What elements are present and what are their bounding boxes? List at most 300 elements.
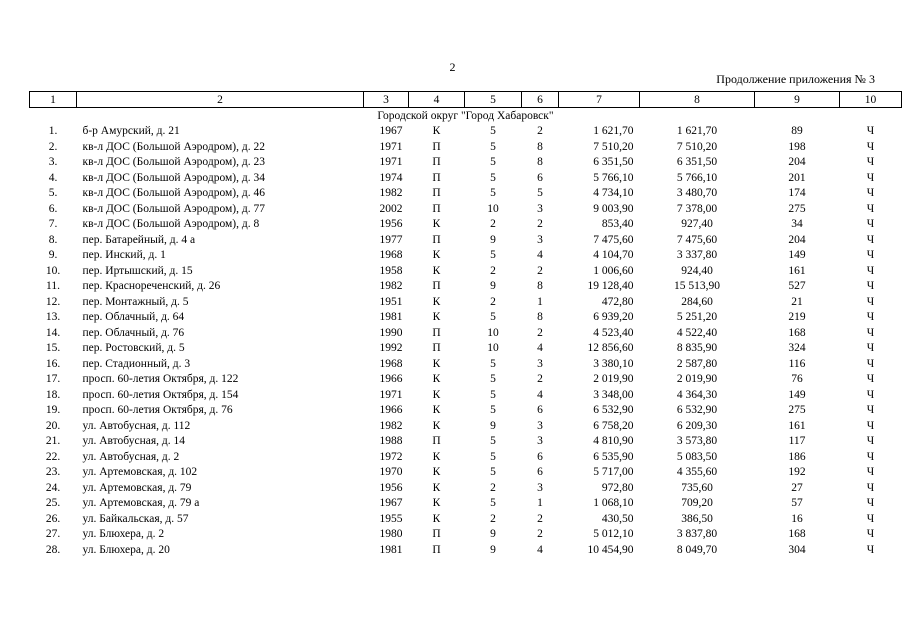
cell-status: Ч <box>866 295 875 308</box>
cell-status: Ч <box>866 543 875 556</box>
cell-address: пер. Иртышский, д. 15 <box>82 264 193 277</box>
cell-address: ул. Автобусная, д. 14 <box>82 435 185 448</box>
table-row <box>30 496 902 512</box>
cell-total-area: 6 939,20 <box>593 311 634 324</box>
cell-residents: 201 <box>788 171 806 184</box>
cell-living-area: 5 766,10 <box>676 171 718 184</box>
cell-row-number: 13. <box>45 311 61 324</box>
cell-total-area: 4 104,70 <box>593 249 634 262</box>
cell-total-area: 472,80 <box>601 295 634 308</box>
cell-address: пер. Монтажный, д. 5 <box>82 295 189 308</box>
cell-wall-material: П <box>432 280 441 293</box>
cell-wall-material: П <box>432 171 441 184</box>
cell-row-number: 7. <box>48 218 58 231</box>
cell-entrances: 4 <box>537 543 543 556</box>
cell-total-area: 972,80 <box>601 481 634 494</box>
cell-floors: 10 <box>487 342 499 355</box>
cell-status: Ч <box>866 450 875 463</box>
page-number: 2 <box>449 60 456 74</box>
table-row <box>30 419 902 435</box>
cell-total-area: 19 128,40 <box>587 280 634 293</box>
cell-wall-material: К <box>432 388 441 401</box>
cell-floors: 2 <box>490 481 496 494</box>
cell-residents: 16 <box>791 512 803 525</box>
cell-wall-material: К <box>432 264 441 277</box>
cell-year-built: 1958 <box>379 264 403 277</box>
cell-living-area: 6 532,90 <box>676 404 718 417</box>
cell-wall-material: П <box>432 187 441 200</box>
cell-status: Ч <box>866 264 875 277</box>
cell-total-area: 10 454,90 <box>587 543 634 556</box>
cell-status: Ч <box>866 326 875 339</box>
cell-status: Ч <box>866 435 875 448</box>
cell-row-number: 28. <box>45 543 61 556</box>
cell-living-area: 2 587,80 <box>676 357 718 370</box>
cell-total-area: 7 475,60 <box>593 233 634 246</box>
cell-entrances: 8 <box>537 280 543 293</box>
cell-address: кв-л ДОС (Большой Аэродром), д. 46 <box>82 187 265 200</box>
cell-entrances: 6 <box>537 404 543 417</box>
cell-floors: 5 <box>490 187 496 200</box>
table-header-row <box>30 92 902 108</box>
cell-total-area: 6 535,90 <box>593 450 634 463</box>
section-title: Городской округ "Город Хабаровск" <box>377 109 554 122</box>
column-header-6: 6 <box>522 92 559 108</box>
cell-total-area: 4 523,40 <box>593 326 634 339</box>
cell-address: просп. 60-летия Октября, д. 154 <box>82 388 239 401</box>
cell-address: пер. Облачный, д. 64 <box>82 311 185 324</box>
cell-living-area: 709,20 <box>681 497 713 510</box>
cell-status: Ч <box>866 404 875 417</box>
cell-year-built: 1980 <box>379 528 403 541</box>
cell-year-built: 1956 <box>379 481 403 494</box>
cell-total-area: 6 758,20 <box>593 419 634 432</box>
cell-row-number: 12. <box>45 295 61 308</box>
cell-row-number: 3. <box>48 156 58 169</box>
cell-floors: 9 <box>490 543 496 556</box>
table-row <box>30 124 902 140</box>
cell-living-area: 15 513,90 <box>674 280 720 293</box>
cell-residents: 57 <box>791 497 803 510</box>
table-row <box>30 357 902 373</box>
cell-address: ул. Байкальская, д. 57 <box>82 512 189 525</box>
cell-wall-material: П <box>432 543 441 556</box>
cell-total-area: 7 510,20 <box>593 140 634 153</box>
cell-wall-material: К <box>432 218 441 231</box>
cell-status: Ч <box>866 249 875 262</box>
cell-row-number: 24. <box>45 481 61 494</box>
column-header-1: 1 <box>30 92 77 108</box>
cell-residents: 204 <box>788 233 806 246</box>
cell-entrances: 2 <box>537 125 543 138</box>
cell-floors: 5 <box>490 388 496 401</box>
cell-status: Ч <box>866 342 875 355</box>
table-row <box>30 155 902 171</box>
cell-residents: 324 <box>788 342 806 355</box>
housing-table <box>29 91 902 558</box>
cell-residents: 168 <box>788 326 806 339</box>
table-row <box>30 248 902 264</box>
cell-year-built: 1968 <box>379 357 403 370</box>
cell-address: кв-л ДОС (Большой Аэродром), д. 23 <box>82 156 265 169</box>
cell-living-area: 3 573,80 <box>676 435 718 448</box>
cell-living-area: 6 209,30 <box>676 419 718 432</box>
cell-floors: 5 <box>490 125 496 138</box>
cell-row-number: 21. <box>45 435 61 448</box>
cell-wall-material: К <box>432 249 441 262</box>
cell-entrances: 2 <box>537 512 543 525</box>
cell-status: Ч <box>866 311 875 324</box>
cell-total-area: 1 068,10 <box>593 497 634 510</box>
cell-year-built: 1972 <box>379 450 403 463</box>
cell-address: ул. Автобусная, д. 112 <box>82 419 191 432</box>
cell-floors: 5 <box>490 497 496 510</box>
cell-row-number: 5. <box>48 187 58 200</box>
cell-address: просп. 60-летия Октября, д. 76 <box>82 404 233 417</box>
cell-entrances: 3 <box>537 419 543 432</box>
cell-status: Ч <box>866 388 875 401</box>
cell-total-area: 12 856,60 <box>587 342 634 355</box>
cell-living-area: 7 475,60 <box>676 233 718 246</box>
column-header-2: 2 <box>77 92 364 108</box>
table-row <box>30 512 902 528</box>
cell-entrances: 3 <box>537 481 543 494</box>
cell-floors: 5 <box>490 466 496 479</box>
table-row <box>30 295 902 311</box>
cell-year-built: 1988 <box>379 435 403 448</box>
cell-year-built: 1966 <box>379 373 403 386</box>
cell-address: пер. Инский, д. 1 <box>82 249 166 262</box>
cell-entrances: 2 <box>537 264 543 277</box>
cell-status: Ч <box>866 156 875 169</box>
cell-living-area: 924,40 <box>681 264 713 277</box>
table-row <box>30 202 902 218</box>
cell-year-built: 1968 <box>379 249 403 262</box>
cell-address: б-р Амурский, д. 21 <box>82 125 180 138</box>
cell-total-area: 9 003,90 <box>593 202 634 215</box>
cell-residents: 149 <box>788 249 806 262</box>
cell-floors: 5 <box>490 450 496 463</box>
column-header-5: 5 <box>465 92 522 108</box>
cell-wall-material: К <box>432 404 441 417</box>
cell-living-area: 284,60 <box>681 295 713 308</box>
cell-living-area: 3 480,70 <box>676 187 718 200</box>
cell-living-area: 4 364,30 <box>676 388 718 401</box>
cell-wall-material: К <box>432 481 441 494</box>
cell-total-area: 4 810,90 <box>593 435 634 448</box>
column-header-10: 10 <box>840 92 902 108</box>
cell-entrances: 4 <box>537 388 543 401</box>
table-row <box>30 403 902 419</box>
cell-address: ул. Блюхера, д. 20 <box>82 543 170 556</box>
cell-floors: 10 <box>487 202 499 215</box>
cell-wall-material: П <box>432 326 441 339</box>
cell-entrances: 8 <box>537 311 543 324</box>
cell-entrances: 1 <box>537 295 543 308</box>
cell-residents: 161 <box>788 264 806 277</box>
cell-status: Ч <box>866 512 875 525</box>
cell-residents: 219 <box>788 311 806 324</box>
cell-wall-material: К <box>432 466 441 479</box>
cell-residents: 174 <box>788 187 806 200</box>
cell-floors: 2 <box>490 295 496 308</box>
cell-row-number: 19. <box>45 404 61 417</box>
cell-living-area: 3 337,80 <box>676 249 718 262</box>
cell-entrances: 3 <box>537 357 543 370</box>
cell-total-area: 853,40 <box>601 218 634 231</box>
cell-year-built: 1966 <box>379 404 403 417</box>
cell-residents: 304 <box>788 543 806 556</box>
cell-status: Ч <box>866 497 875 510</box>
cell-address: ул. Автобусная, д. 2 <box>82 450 180 463</box>
table-row <box>30 465 902 481</box>
cell-status: Ч <box>866 218 875 231</box>
cell-residents: 161 <box>788 419 806 432</box>
cell-entrances: 6 <box>537 450 543 463</box>
cell-row-number: 14. <box>45 326 61 339</box>
cell-status: Ч <box>866 233 875 246</box>
cell-wall-material: П <box>432 156 441 169</box>
cell-floors: 5 <box>490 249 496 262</box>
cell-floors: 5 <box>490 171 496 184</box>
cell-total-area: 6 532,90 <box>593 404 634 417</box>
cell-address: пер. Облачный, д. 76 <box>82 326 185 339</box>
table-row <box>30 450 902 466</box>
table-row <box>30 233 902 249</box>
cell-year-built: 1982 <box>379 280 403 293</box>
cell-year-built: 2002 <box>379 202 403 215</box>
cell-entrances: 1 <box>537 497 543 510</box>
table-row <box>30 279 902 295</box>
cell-total-area: 1 006,60 <box>593 264 634 277</box>
cell-floors: 9 <box>490 528 496 541</box>
cell-residents: 89 <box>791 125 803 138</box>
cell-living-area: 1 621,70 <box>676 125 718 138</box>
cell-status: Ч <box>866 357 875 370</box>
column-header-4: 4 <box>409 92 465 108</box>
cell-total-area: 5 012,10 <box>593 528 634 541</box>
cell-residents: 21 <box>791 295 803 308</box>
cell-year-built: 1971 <box>379 140 403 153</box>
cell-year-built: 1971 <box>379 156 403 169</box>
table-row <box>30 434 902 450</box>
cell-floors: 2 <box>490 512 496 525</box>
cell-entrances: 4 <box>537 342 543 355</box>
cell-row-number: 4. <box>48 171 58 184</box>
column-header-3: 3 <box>364 92 409 108</box>
cell-residents: 204 <box>788 156 806 169</box>
cell-row-number: 22. <box>45 450 61 463</box>
cell-address: кв-л ДОС (Большой Аэродром), д. 34 <box>82 171 265 184</box>
cell-status: Ч <box>866 202 875 215</box>
cell-row-number: 18. <box>45 388 61 401</box>
cell-entrances: 2 <box>537 326 543 339</box>
cell-residents: 34 <box>791 218 803 231</box>
cell-address: пер. Стадионный, д. 3 <box>82 357 191 370</box>
cell-residents: 76 <box>791 373 803 386</box>
cell-residents: 275 <box>788 404 806 417</box>
cell-wall-material: П <box>432 202 441 215</box>
cell-living-area: 735,60 <box>681 481 713 494</box>
cell-living-area: 2 019,90 <box>676 373 718 386</box>
cell-year-built: 1977 <box>379 233 403 246</box>
cell-total-area: 4 734,10 <box>593 187 634 200</box>
cell-status: Ч <box>866 481 875 494</box>
cell-residents: 168 <box>788 528 806 541</box>
cell-wall-material: П <box>432 233 441 246</box>
cell-living-area: 3 837,80 <box>676 528 718 541</box>
column-header-7: 7 <box>559 92 640 108</box>
cell-wall-material: П <box>432 342 441 355</box>
cell-year-built: 1967 <box>379 497 403 510</box>
cell-address: кв-л ДОС (Большой Аэродром), д. 8 <box>82 218 260 231</box>
cell-year-built: 1990 <box>379 326 403 339</box>
cell-address: ул. Артемовская, д. 79 а <box>82 497 200 510</box>
cell-entrances: 4 <box>537 249 543 262</box>
cell-wall-material: К <box>432 295 441 308</box>
column-header-8: 8 <box>640 92 755 108</box>
table-row <box>30 543 902 559</box>
cell-year-built: 1951 <box>379 295 403 308</box>
cell-address: кв-л ДОС (Большой Аэродром), д. 22 <box>82 140 265 153</box>
cell-entrances: 3 <box>537 202 543 215</box>
table-row <box>30 171 902 187</box>
table-row <box>30 217 902 233</box>
cell-entrances: 3 <box>537 435 543 448</box>
cell-living-area: 5 251,20 <box>676 311 718 324</box>
cell-residents: 192 <box>788 466 806 479</box>
cell-floors: 5 <box>490 357 496 370</box>
cell-row-number: 23. <box>45 466 61 479</box>
table-row <box>30 372 902 388</box>
cell-total-area: 6 351,50 <box>593 156 634 169</box>
cell-year-built: 1974 <box>379 171 403 184</box>
cell-entrances: 8 <box>537 140 543 153</box>
cell-status: Ч <box>866 187 875 200</box>
cell-living-area: 927,40 <box>681 218 713 231</box>
section-row <box>30 108 902 125</box>
cell-total-area: 430,50 <box>601 512 634 525</box>
cell-status: Ч <box>866 171 875 184</box>
cell-living-area: 4 355,60 <box>676 466 718 479</box>
cell-address: просп. 60-летия Октября, д. 122 <box>82 373 239 386</box>
cell-residents: 27 <box>791 481 803 494</box>
cell-living-area: 6 351,50 <box>676 156 718 169</box>
cell-row-number: 6. <box>48 202 58 215</box>
cell-address: пер. Батарейный, д. 4 а <box>82 233 196 246</box>
cell-residents: 117 <box>788 435 806 448</box>
cell-wall-material: П <box>432 435 441 448</box>
cell-entrances: 6 <box>537 466 543 479</box>
cell-wall-material: К <box>432 419 441 432</box>
cell-total-area: 3 380,10 <box>593 357 634 370</box>
cell-row-number: 20. <box>45 419 61 432</box>
table-row <box>30 310 902 326</box>
cell-wall-material: К <box>432 311 441 324</box>
table-row <box>30 341 902 357</box>
cell-row-number: 11. <box>46 280 60 293</box>
cell-living-area: 7 378,00 <box>676 202 718 215</box>
cell-row-number: 15. <box>45 342 61 355</box>
cell-row-number: 16. <box>45 357 61 370</box>
cell-residents: 275 <box>788 202 806 215</box>
table-row <box>30 186 902 202</box>
cell-entrances: 3 <box>537 233 543 246</box>
cell-total-area: 1 621,70 <box>593 125 634 138</box>
cell-total-area: 2 019,90 <box>593 373 634 386</box>
cell-year-built: 1955 <box>379 512 403 525</box>
cell-year-built: 1971 <box>379 388 403 401</box>
cell-entrances: 2 <box>537 528 543 541</box>
cell-row-number: 2. <box>48 140 58 153</box>
cell-wall-material: К <box>432 125 441 138</box>
cell-year-built: 1982 <box>379 419 403 432</box>
cell-year-built: 1981 <box>379 543 403 556</box>
cell-floors: 10 <box>487 326 499 339</box>
cell-floors: 5 <box>490 311 496 324</box>
cell-row-number: 10. <box>45 264 61 277</box>
cell-floors: 2 <box>490 218 496 231</box>
cell-year-built: 1981 <box>379 311 403 324</box>
cell-row-number: 9. <box>48 249 58 262</box>
cell-address: ул. Блюхера, д. 2 <box>82 528 165 541</box>
cell-floors: 9 <box>490 233 496 246</box>
cell-entrances: 6 <box>537 171 543 184</box>
cell-row-number: 1. <box>48 125 58 138</box>
cell-living-area: 8 049,70 <box>676 543 718 556</box>
cell-year-built: 1982 <box>379 187 403 200</box>
cell-total-area: 5 717,00 <box>593 466 634 479</box>
cell-floors: 9 <box>490 280 496 293</box>
cell-entrances: 8 <box>537 156 543 169</box>
cell-floors: 5 <box>490 140 496 153</box>
cell-living-area: 7 510,20 <box>676 140 718 153</box>
table-row <box>30 388 902 404</box>
cell-status: Ч <box>866 140 875 153</box>
cell-floors: 5 <box>490 373 496 386</box>
table-row <box>30 326 902 342</box>
cell-status: Ч <box>866 373 875 386</box>
cell-living-area: 4 522,40 <box>676 326 718 339</box>
cell-year-built: 1956 <box>379 218 403 231</box>
cell-wall-material: К <box>432 512 441 525</box>
cell-residents: 527 <box>788 280 806 293</box>
cell-status: Ч <box>866 419 875 432</box>
cell-entrances: 2 <box>537 218 543 231</box>
cell-address: ул. Артемовская, д. 79 <box>82 481 192 494</box>
table-row <box>30 481 902 497</box>
cell-address: ул. Артемовская, д. 102 <box>82 466 198 479</box>
cell-floors: 2 <box>490 264 496 277</box>
cell-living-area: 8 835,90 <box>676 342 718 355</box>
cell-living-area: 5 083,50 <box>676 450 718 463</box>
cell-row-number: 17. <box>45 373 61 386</box>
cell-status: Ч <box>866 280 875 293</box>
cell-total-area: 3 348,00 <box>593 388 634 401</box>
cell-year-built: 1970 <box>379 466 403 479</box>
cell-year-built: 1992 <box>379 342 403 355</box>
cell-living-area: 386,50 <box>681 512 713 525</box>
cell-wall-material: К <box>432 497 441 510</box>
continuation-label: Продолжение приложения № 3 <box>716 72 875 86</box>
cell-residents: 186 <box>788 450 806 463</box>
cell-floors: 5 <box>490 156 496 169</box>
cell-status: Ч <box>866 528 875 541</box>
cell-status: Ч <box>866 125 875 138</box>
cell-status: Ч <box>866 466 875 479</box>
cell-wall-material: К <box>432 373 441 386</box>
cell-year-built: 1967 <box>379 125 403 138</box>
